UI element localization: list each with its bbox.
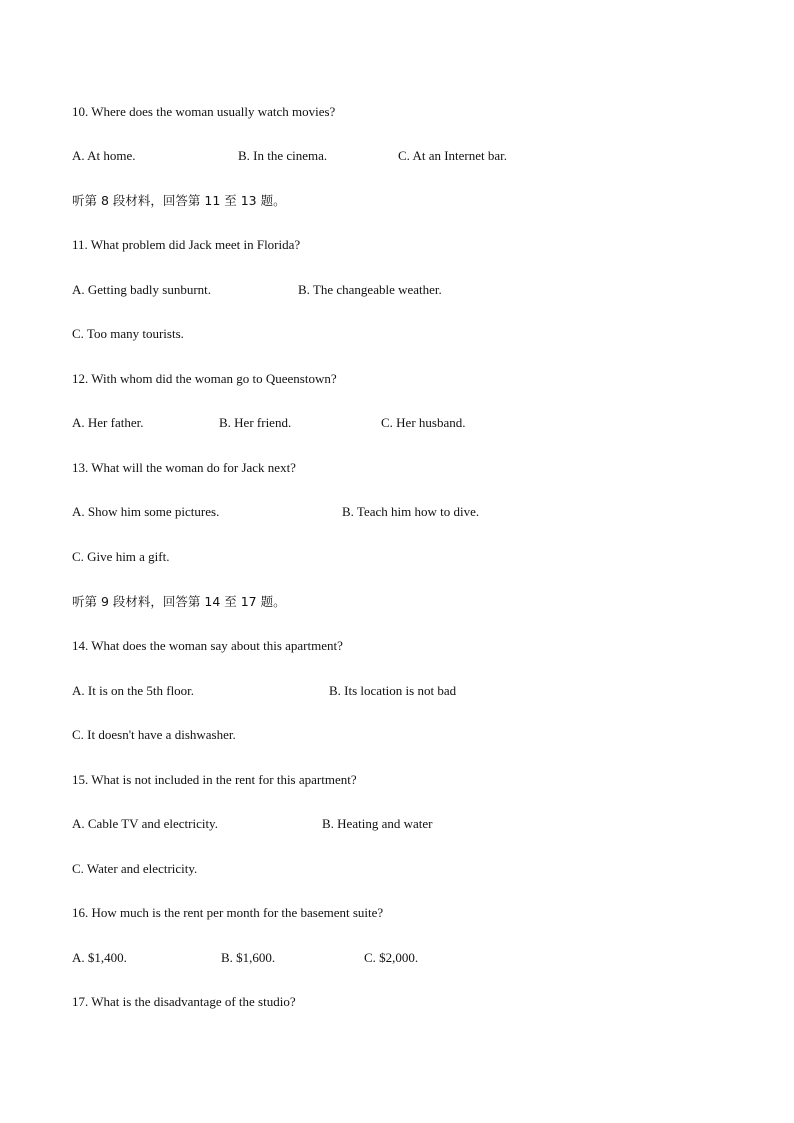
question-11-option-c: C. Too many tourists.: [72, 326, 184, 341]
option-b: B. $1,600.: [221, 950, 276, 965]
option-c: C. At an Internet bar.: [398, 148, 508, 163]
question-13: 13. What will the woman do for Jack next?: [72, 460, 296, 475]
option-b: B. Teach him how to dive.: [342, 504, 480, 519]
section-9-instruction: 听第 9 段材料，回答第 14 至 17 题。: [72, 594, 286, 609]
section-8-instruction: 听第 8 段材料，回答第 11 至 13 题。: [72, 193, 286, 208]
option-a: A. Show him some pictures.: [72, 504, 220, 519]
question-13-option-c: C. Give him a gift.: [72, 549, 170, 564]
question-14-option-c: C. It doesn't have a dishwasher.: [72, 727, 236, 742]
option-a: A. At home.: [72, 148, 136, 163]
question-12: 12. With whom did the woman go to Queenstown?: [72, 371, 337, 386]
question-15-option-c: C. Water and electricity.: [72, 861, 198, 876]
option-a: A. Cable TV and electricity.: [72, 816, 218, 831]
option-a: A. $1,400.: [72, 950, 127, 965]
option-b: B. Her friend.: [219, 415, 292, 430]
option-b: B. In the cinema.: [238, 148, 328, 163]
option-b: B. The changeable weather.: [298, 282, 442, 297]
question-16: 16. How much is the rent per month for the basement suite?: [72, 905, 384, 920]
option-b: B. Heating and water: [322, 816, 433, 831]
question-15: 15. What is not included in the rent for this apartment?: [72, 772, 357, 787]
option-a: A. Getting badly sunburnt.: [72, 282, 212, 297]
option-a: A. It is on the 5th floor.: [72, 683, 195, 698]
question-11: 11. What problem did Jack meet in Florida?: [72, 237, 301, 252]
option-c: C. Her husband.: [381, 415, 466, 430]
question-14: 14. What does the woman say about this apartment?: [72, 638, 343, 653]
question-17: 17. What is the disadvantage of the studio?: [72, 994, 296, 1009]
option-c: C. $2,000.: [364, 950, 419, 965]
option-a: A. Her father.: [72, 415, 144, 430]
option-b: B. Its location is not bad: [329, 683, 457, 698]
question-10: 10. Where does the woman usually watch movies?: [72, 104, 336, 119]
